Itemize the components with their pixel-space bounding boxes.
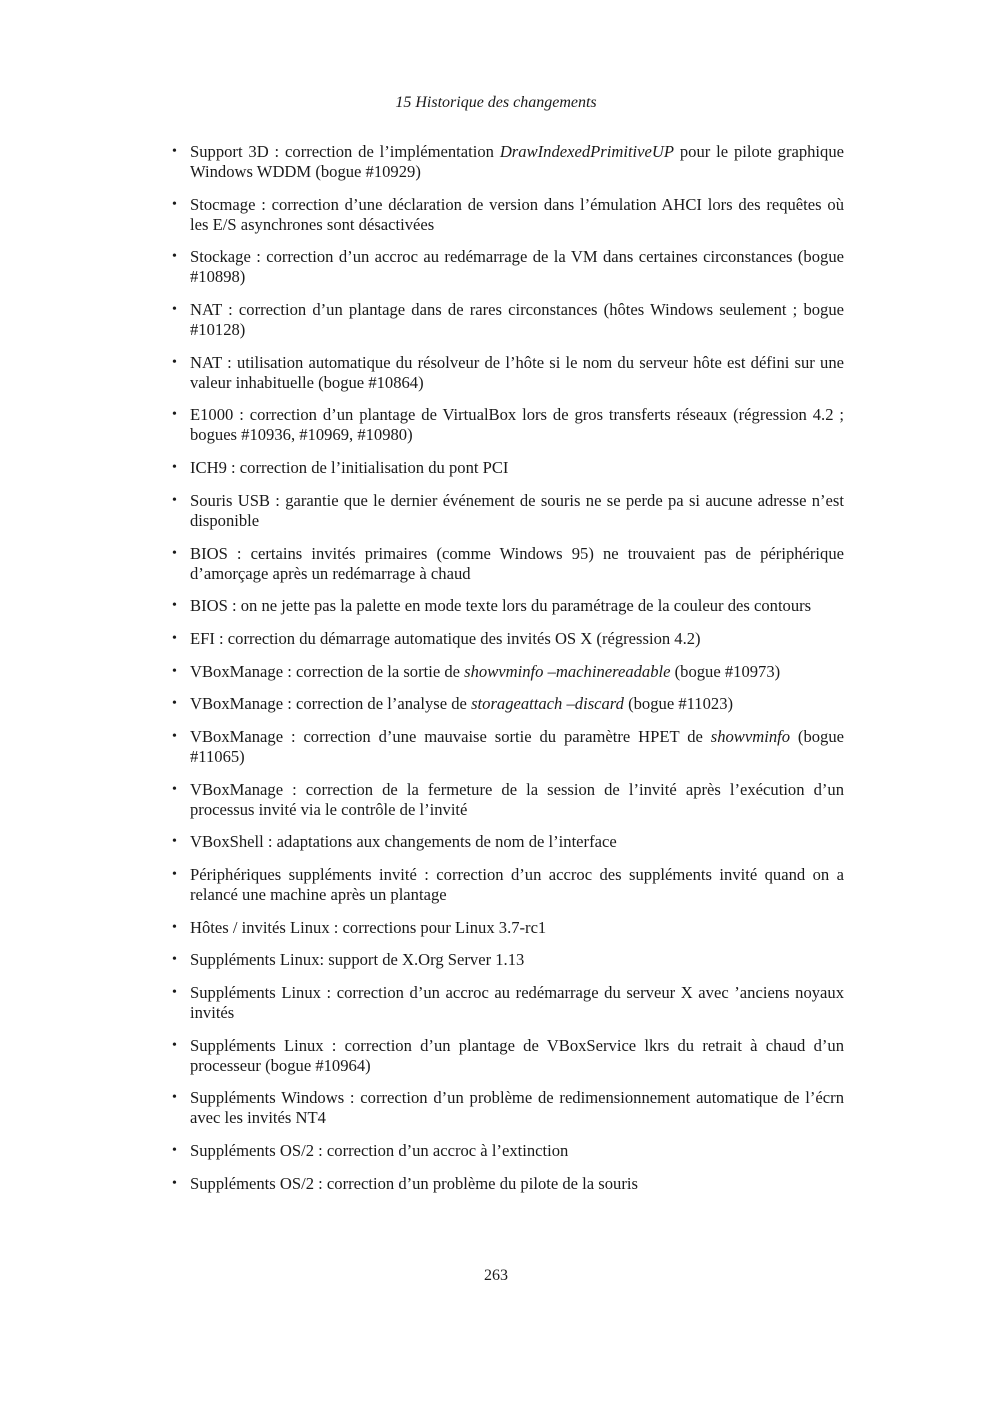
bullet-icon: • [172, 1037, 177, 1053]
changelog-item-text [190, 694, 733, 713]
changelog-item [166, 1088, 844, 1128]
changelog-item-text [190, 983, 844, 1022]
text-run: (bogue #10973) [670, 661, 781, 681]
text-run: Suppléments Linux : correction d’un plantage de VBoxService lkrs du retrait à chaud d’un processeur (bogue #10964) [190, 1035, 844, 1075]
bullet-icon: • [172, 696, 177, 712]
running-header: 15 Historique des changements [395, 94, 597, 111]
changelog-item [166, 544, 844, 584]
changelog-item [166, 405, 844, 445]
bullet-icon: • [172, 249, 177, 265]
changelog-item [166, 629, 844, 649]
command-name: showvminfo –machinereadable [464, 661, 671, 681]
changelog-item-text [190, 458, 508, 477]
changelog-item [166, 1174, 844, 1194]
changelog-item [166, 195, 844, 235]
command-name: DrawIndexedPrimitiveUP [499, 142, 675, 161]
changelog-item [166, 491, 844, 531]
changelog-item-text [190, 918, 546, 937]
changelog-item-text [190, 832, 617, 851]
bullet-icon: • [172, 407, 177, 423]
changelog-item [166, 1036, 844, 1076]
bullet-icon: • [172, 1143, 177, 1159]
bullet-icon: • [172, 492, 177, 508]
text-run: BIOS : on ne jette pas la palette en mode texte lors du paramétrage de la couleur des contours [190, 596, 812, 616]
text-run: Support 3D : correction de l’implémentation [190, 142, 500, 161]
changelog-item [166, 780, 844, 820]
changelog-item [166, 662, 844, 682]
text-run: ICH9 : correction de l’initialisation du pont PCI [190, 458, 509, 478]
changelog-item [166, 832, 844, 852]
text-run: Suppléments Linux : correction d’un accroc au redémarrage du serveur X avec ’anciens noyaux invités [190, 983, 844, 1023]
text-run: Suppléments OS/2 : correction d’un accroc à l’extinction [190, 1141, 569, 1161]
changelog-item-text [190, 865, 844, 904]
bullet-icon: • [172, 196, 177, 212]
changelog-item [166, 694, 844, 714]
changelog-item-text [190, 1174, 638, 1193]
changelog-item [166, 247, 844, 287]
changelog-item-text [190, 727, 844, 766]
changelog-item [166, 950, 844, 970]
text-run: VBoxManage : correction d’une mauvaise sortie du paramètre HPET de [190, 726, 711, 746]
changelog-item [166, 918, 844, 938]
changelog-item-text [190, 491, 844, 530]
changelog-item-text [190, 950, 524, 969]
bullet-icon: • [172, 781, 177, 797]
text-run: pour le pilote graphique Windows WDDM (bogue #10929) [190, 142, 844, 181]
changelog-item-text [190, 1088, 844, 1127]
text-run: Stocmage : correction d’une déclaration de version dans l’émulation AHCI lors des requêtes où les E/S asynchrones sont désactivées [190, 194, 844, 234]
bullet-icon: • [172, 302, 177, 318]
changelog-item-text [190, 142, 844, 181]
bullet-icon: • [172, 985, 177, 1001]
bullet-icon: • [172, 545, 177, 561]
text-run: VBoxManage : correction de la sortie de [190, 661, 465, 681]
page-number: 263 [484, 1267, 508, 1284]
text-run: Stockage : correction d’un accroc au redémarrage de la VM dans certaines circonstances (bogue #10898) [190, 247, 844, 287]
changelog-item-text [190, 405, 844, 444]
bullet-icon: • [172, 728, 177, 744]
changelog-item [166, 142, 844, 182]
changelog-item-text [190, 662, 780, 681]
bullet-icon: • [172, 1175, 177, 1191]
changelog-item-text [190, 300, 844, 339]
changelog-item-text [190, 247, 844, 286]
changelog-item-text [190, 596, 811, 615]
command-name: storageattach –discard [471, 694, 624, 714]
changelog-item [166, 353, 844, 393]
bullet-icon: • [172, 663, 177, 679]
bullet-icon: • [172, 952, 177, 968]
bullet-icon: • [172, 867, 177, 882]
text-run: Suppléments Windows : correction d’un problème de redimensionnement automatique de l’écrn avec les invités NT4 [190, 1088, 844, 1128]
changelog-item-text [190, 195, 844, 234]
command-name: showvminfo [710, 726, 791, 746]
text-run: VBoxShell : adaptations aux changements de nom de l’interface [190, 832, 617, 852]
text-run: Souris USB : garantie que le dernier événement de souris ne se perde pa si aucune adresse n’est disponible [190, 490, 844, 530]
changelog-item-text [190, 629, 701, 648]
text-run: Périphériques suppléments invité : correction d’un accroc des suppléments invité quand on a relancé une machine après un plantage [190, 865, 844, 904]
changelog-item [166, 596, 844, 616]
changelog-item-text [190, 1141, 568, 1160]
changelog-item-text [190, 544, 844, 583]
text-run: NAT : utilisation automatique du résolveur de l’hôte si le nom du serveur hôte est défini sur une valeur inhabituelle (bogue #10864) [190, 352, 844, 392]
changelog-item [166, 300, 844, 340]
bullet-icon: • [172, 354, 177, 370]
text-run: (bogue #11023) [623, 694, 734, 714]
changelog-item-text [190, 1036, 844, 1075]
text-run: Suppléments Linux: support de X.Org Server 1.13 [190, 950, 525, 970]
text-run: Suppléments OS/2 : correction d’un problème du pilote de la souris [190, 1173, 638, 1193]
changelog-list [166, 142, 844, 1207]
text-run: Hôtes / invités Linux : corrections pour Linux 3.7-rc1 [190, 917, 547, 937]
changelog-item-text [190, 780, 844, 819]
changelog-item [166, 865, 844, 905]
changelog-item [166, 727, 844, 767]
changelog-item-text [190, 353, 844, 392]
changelog-item [166, 458, 844, 478]
text-run: NAT : correction d’un plantage dans de rares circonstances (hôtes Windows seulement ; bogue #10128) [190, 300, 844, 340]
bullet-icon: • [172, 1090, 177, 1106]
text-run: E1000 : correction d’un plantage de VirtualBox lors de gros transferts réseaux (régression 4.2 ; bogues #10936, #10969, #10980) [190, 405, 844, 445]
text-run: VBoxManage : correction de la fermeture de la session de l’invité après l’exécution d’un processus invité via le contrôle de l’invité [190, 779, 844, 819]
bullet-icon: • [172, 630, 177, 646]
text-run: EFI : correction du démarrage automatique des invités OS X (régression 4.2) [190, 628, 701, 648]
text-run: (bogue #11065) [190, 726, 844, 766]
changelog-item [166, 983, 844, 1023]
bullet-icon: • [172, 144, 177, 159]
bullet-icon: • [172, 919, 177, 935]
bullet-icon: • [172, 598, 177, 614]
changelog-item [166, 1141, 844, 1161]
text-run: BIOS : certains invités primaires (comme Windows 95) ne trouvaient pas de périphérique d’amorçage après un redémarrage à chaud [190, 543, 844, 583]
bullet-icon: • [172, 834, 177, 850]
text-run: VBoxManage : correction de l’analyse de [190, 694, 472, 714]
bullet-icon: • [172, 460, 177, 476]
